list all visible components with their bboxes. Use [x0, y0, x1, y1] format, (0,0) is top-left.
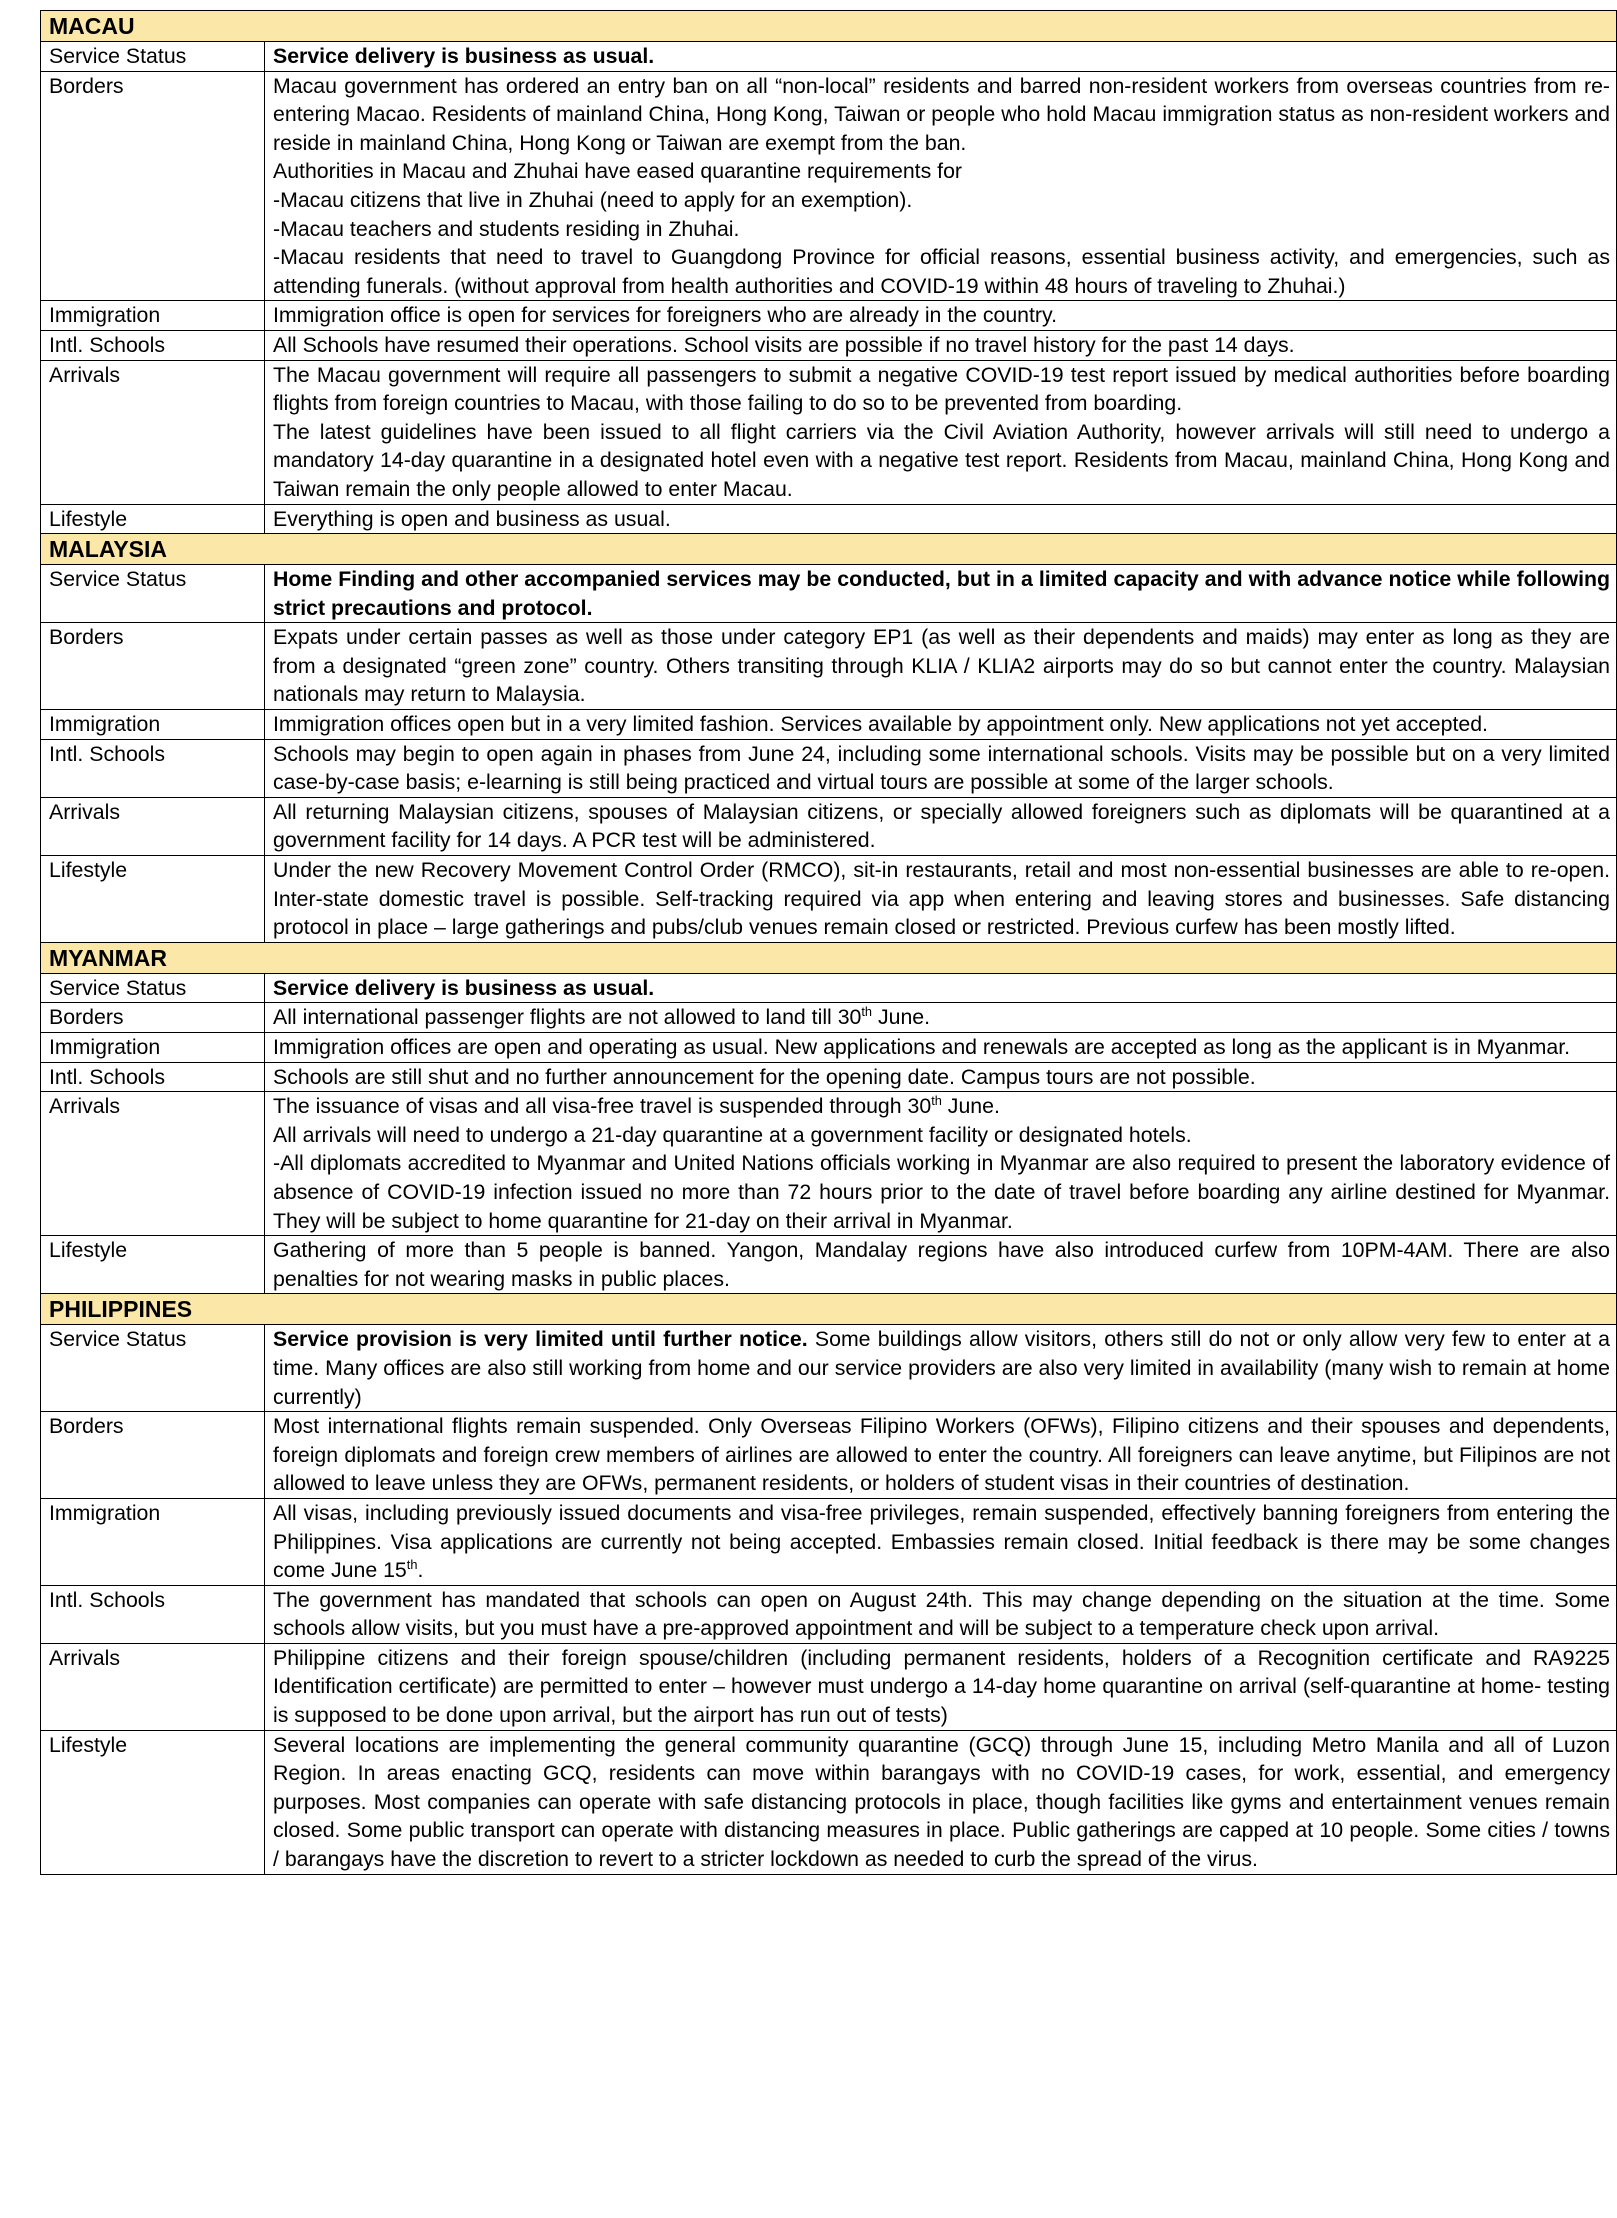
- table-row: [41, 1325, 1617, 1412]
- row-description: [265, 71, 1617, 301]
- description-paragraph: Several locations are implementing the general community quarantine (GCQ) through June 15, including Metro Manila and all of Luzon Region. In areas enacting GCQ, residents can move within barangays with no COVID-19 cases, for work, essential, and emergency purposes. Most companies can operate with safe distancing protocols in place, though facilities like gyms and entertainment venues remain closed. Some public transport can operate with distancing measures in place. Public gatherings are capped at 10 people. Some cities / towns / barangays have the discretion to revert to a stricter lockdown as needed to curb the spread of the virus.: [273, 1732, 1611, 1872]
- table-row: [41, 1498, 1617, 1585]
- row-description: [265, 565, 1617, 623]
- table-row: [41, 565, 1617, 623]
- row-category-arrivals: Arrivals: [41, 1092, 265, 1236]
- row-description: [265, 360, 1617, 504]
- row-category-lifestyle: Lifestyle: [41, 1730, 265, 1874]
- row-description: [265, 1643, 1617, 1730]
- row-description: [265, 710, 1617, 740]
- table-row: [41, 1643, 1617, 1730]
- description-paragraph: Most international flights remain suspended. Only Overseas Filipino Workers (OFWs), Filipino citizens and their spouses and dependents, foreign diplomats and foreign crew members of airlines are allowed to enter the country. All foreigners can leave anytime, but Filipinos are not allowed to leave unless they are OFWs, permanent residents, or holders of student visas in their countries of destination.: [273, 1414, 1611, 1496]
- row-description: [265, 1412, 1617, 1499]
- table-row: [41, 1236, 1617, 1294]
- table-row: [41, 301, 1617, 331]
- row-description: [265, 623, 1617, 710]
- row-description: [265, 739, 1617, 797]
- row-category-immigration: Immigration: [41, 710, 265, 740]
- table-row: [41, 1412, 1617, 1499]
- table-row: [41, 623, 1617, 710]
- description-paragraph: -Macau teachers and students residing in Zhuhai.: [273, 216, 740, 241]
- table-row: [41, 1033, 1617, 1063]
- row-description: [265, 504, 1617, 534]
- table-row: [41, 856, 1617, 943]
- row-category-lifestyle: Lifestyle: [41, 856, 265, 943]
- description-paragraph: All international passenger flights are not allowed to land till 30th June.: [273, 1004, 931, 1030]
- row-category-borders: Borders: [41, 1003, 265, 1033]
- status-lead-text: Home Finding and other accompanied services may be conducted, but in a limited capacity and with advance notice while following strict precautions and protocol.: [273, 567, 1611, 620]
- row-description: [265, 1585, 1617, 1643]
- row-description: [265, 973, 1617, 1003]
- row-description: [265, 1092, 1617, 1236]
- row-category-arrivals: Arrivals: [41, 360, 265, 504]
- row-category-borders: Borders: [41, 71, 265, 301]
- table-row: [41, 710, 1617, 740]
- description-paragraph: -Macau residents that need to travel to Guangdong Province for official reasons, essential business activity, and emergencies, such as attending funerals. (without approval from health authorities and COVID-19 within 48 hours of traveling to Zhuhai.): [273, 245, 1611, 298]
- row-category-intl-schools: Intl. Schools: [41, 330, 265, 360]
- row-description: [265, 1062, 1617, 1092]
- table-row: [41, 1585, 1617, 1643]
- description-paragraph: Authorities in Macau and Zhuhai have eased quarantine requirements for: [273, 159, 963, 184]
- country-header-malaysia: [41, 534, 1617, 565]
- table-row: [41, 973, 1617, 1003]
- table-row: [41, 42, 1617, 72]
- status-lead-text: Service delivery is business as usual.: [273, 975, 655, 1000]
- row-description: [265, 797, 1617, 855]
- description-paragraph: All arrivals will need to undergo a 21-day quarantine at a government facility or designated hotels.: [273, 1122, 1192, 1147]
- description-paragraph: Schools may begin to open again in phases from June 24, including some international schools. Visits may be possible but on a very limited case-by-case basis; e-learning is still being practiced and virtual tours are possible at some of the larger schools.: [273, 741, 1611, 795]
- table-row: [41, 1730, 1617, 1874]
- row-category-lifestyle: Lifestyle: [41, 1236, 265, 1294]
- country-status-table: [40, 10, 1617, 1875]
- row-category-arrivals: Arrivals: [41, 1643, 265, 1730]
- row-description: [265, 1325, 1617, 1412]
- description-paragraph: Gathering of more than 5 people is banned. Yangon, Mandalay regions have also introduced curfew from 10PM-4AM. There are also penalties for not wearing masks in public places.: [273, 1238, 1611, 1291]
- description-paragraph: -All diplomats accredited to Myanmar and United Nations officials working in Myanmar are also required to present the laboratory evidence of absence of COVID-19 infection issued no more than 72 hours prior to the date of travel before boarding any airline destined for Myanmar. They will be subject to home quarantine for 21-day on their arrival in Myanmar.: [273, 1151, 1611, 1233]
- description-paragraph: Immigration offices open but in a very limited fashion. Services available by appointment only. New applications not yet accepted.: [273, 712, 1488, 737]
- row-category-immigration: Immigration: [41, 1498, 265, 1585]
- row-description: [265, 301, 1617, 331]
- table-row: [41, 797, 1617, 855]
- country-header-macau: [41, 11, 1617, 42]
- description-paragraph: Expats under certain passes as well as those under category EP1 (as well as their dependents and maids) may enter as long as they are from a designated “green zone” country. Others transiting through KLIA / KLIA2 airports may do so but cannot enter the country. Malaysian nationals may return to Malaysia.: [273, 625, 1611, 707]
- row-category-intl-schools: Intl. Schools: [41, 1585, 265, 1643]
- row-category-service-status: Service Status: [41, 42, 265, 72]
- row-description: [265, 1498, 1617, 1585]
- description-paragraph: -Macau citizens that live in Zhuhai (need to apply for an exemption).: [273, 187, 913, 212]
- country-header-philippines: [41, 1294, 1617, 1325]
- row-category-lifestyle: Lifestyle: [41, 504, 265, 534]
- status-lead-text: Service delivery is business as usual.: [273, 44, 655, 68]
- description-paragraph: The Macau government will require all passengers to submit a negative COVID-19 test report issued by medical authorities before boarding flights from foreign countries to Macau, with those failing to do so to be prevented from boarding.: [273, 362, 1611, 416]
- row-description: [265, 1003, 1617, 1033]
- description-paragraph: Everything is open and business as usual.: [273, 506, 671, 531]
- table-row: [41, 1062, 1617, 1092]
- table-row: [41, 360, 1617, 504]
- row-category-service-status: Service Status: [41, 973, 265, 1003]
- description-paragraph: All Schools have resumed their operations. School visits are possible if no travel history for the past 14 days.: [273, 332, 1295, 357]
- description-paragraph: The issuance of visas and all visa-free travel is suspended through 30th June.: [273, 1093, 1000, 1119]
- description-paragraph: Immigration office is open for services for foreigners who are already in the country.: [273, 303, 1058, 328]
- description-paragraph: Under the new Recovery Movement Control Order (RMCO), sit-in restaurants, retail and most non-essential businesses are able to re-open. Inter-state domestic travel is possible. Self-tracking required via app when entering and leaving stores and businesses. Safe distancing protocol in place – large gatherings and pubs/club venues remain closed or restricted. Previous curfew has been mostly lifted.: [273, 858, 1611, 940]
- row-category-service-status: Service Status: [41, 1325, 265, 1412]
- row-category-intl-schools: Intl. Schools: [41, 739, 265, 797]
- table-row: [41, 504, 1617, 534]
- status-lead-text: Service provision is very limited until further notice.: [273, 1327, 808, 1352]
- table-row: [41, 1003, 1617, 1033]
- description-paragraph: The latest guidelines have been issued to all flight carriers via the Civil Aviation Authority, however arrivals will still need to undergo a mandatory 14-day quarantine in a designated hotel even with a negative test report. Residents from Macau, mainland China, Hong Kong and Taiwan remain the only people allowed to enter Macau.: [273, 419, 1611, 501]
- row-description: [265, 1730, 1617, 1874]
- country-name: MACAU: [41, 11, 1617, 42]
- description-paragraph: Immigration offices are open and operating as usual. New applications and renewals are accepted as long as the applicant is in Myanmar.: [273, 1035, 1571, 1059]
- row-category-arrivals: Arrivals: [41, 797, 265, 855]
- table-row: [41, 330, 1617, 360]
- row-description: [265, 1033, 1617, 1063]
- row-category-immigration: Immigration: [41, 1033, 265, 1063]
- description-paragraph: Some buildings allow visitors, others still do not or only allow very few to enter at a time. Many offices are also still working from home and our service providers are also very limited in availability (many wish to remain at home currently): [273, 1327, 1611, 1409]
- row-category-borders: Borders: [41, 623, 265, 710]
- country-header-myanmar: [41, 942, 1617, 973]
- description-paragraph: Schools are still shut and no further announcement for the opening date. Campus tours are not possible.: [273, 1064, 1256, 1089]
- description-paragraph: All visas, including previously issued documents and visa-free privileges, remain suspended, effectively banning foreigners from entering the Philippines. Visa applications are currently not being accepted. Embassies remain closed. Initial feedback is there may be some changes come June 15th.: [273, 1500, 1611, 1583]
- table-row: [41, 739, 1617, 797]
- row-description: [265, 330, 1617, 360]
- row-description: [265, 42, 1617, 72]
- table-row: [41, 71, 1617, 301]
- description-paragraph: All returning Malaysian citizens, spouses of Malaysian citizens, or specially allowed foreigners such as diplomats will be quarantined at a government facility for 14 days. A PCR test will be administered.: [273, 799, 1611, 853]
- country-name: MYANMAR: [41, 942, 1617, 973]
- row-category-immigration: Immigration: [41, 301, 265, 331]
- country-name: MALAYSIA: [41, 534, 1617, 565]
- country-name: PHILIPPINES: [41, 1294, 1617, 1325]
- description-paragraph: Macau government has ordered an entry ban on all “non-local” residents and barred non-resident workers from overseas countries from re-entering Macao. Residents of mainland China, Hong Kong, Taiwan or people who hold Macau immigration status as non-resident workers and reside in mainland China, Hong Kong or Taiwan are exempt from the ban.: [273, 73, 1611, 155]
- table-row: [41, 1092, 1617, 1236]
- description-paragraph: Philippine citizens and their foreign spouse/children (including permanent residents, holders of a Recognition certificate and RA9225 Identification certificate) are permitted to enter – however must undergo a 14-day home quarantine on arrival (self-quarantine at home- testing is supposed to be done upon arrival, but the airport has run out of tests): [273, 1645, 1611, 1728]
- description-paragraph: The government has mandated that schools can open on August 24th. This may change depending on the situation at the time. Some schools allow visits, but you must have a pre-approved appointment and will be subject to a temperature check upon arrival.: [273, 1587, 1611, 1641]
- row-category-service-status: Service Status: [41, 565, 265, 623]
- row-description: [265, 1236, 1617, 1294]
- row-category-borders: Borders: [41, 1412, 265, 1499]
- country-status-document: [40, 10, 1616, 1875]
- row-description: [265, 856, 1617, 943]
- row-category-intl-schools: Intl. Schools: [41, 1062, 265, 1092]
